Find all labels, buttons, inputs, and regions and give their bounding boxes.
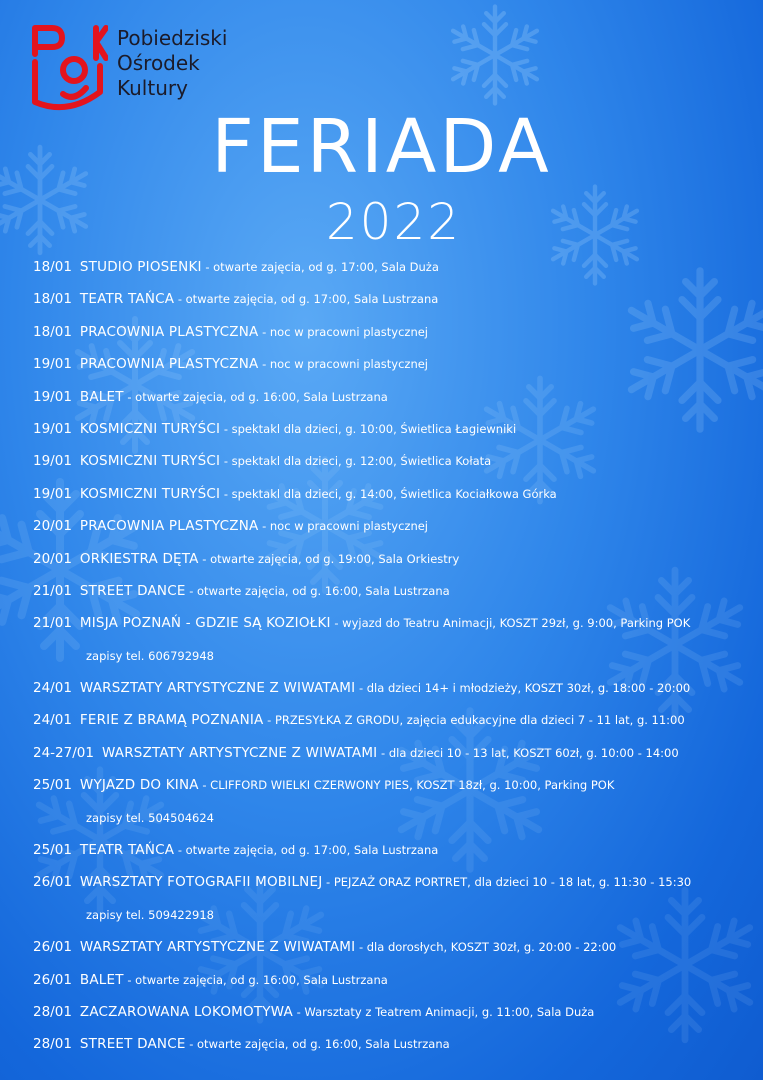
event-date: 26/01 — [33, 971, 72, 988]
event-row — [33, 774, 758, 806]
snowflake-icon — [440, 0, 550, 110]
event-date: 24/01 — [33, 680, 72, 697]
event-row — [33, 256, 758, 288]
event-row — [33, 580, 758, 612]
event-date: 19/01 — [33, 453, 72, 470]
event-date: 24-27/01 — [33, 744, 94, 761]
event-description: - spektakl dla dzieci, g. 14:00, Świetlica Kociałkowa Górka — [220, 486, 557, 501]
year-label: 2022 — [325, 193, 462, 251]
event-row — [33, 483, 758, 515]
event-description: - otwarte zajęcia, od g. 17:00, Sala Lustrzana — [174, 292, 439, 307]
event-row — [33, 936, 758, 968]
event-date: 28/01 — [33, 1036, 72, 1053]
event-description: - spektakl dla dzieci, g. 10:00, Świetlica Łagiewniki — [220, 421, 517, 436]
event-description: - spektakl dla dzieci, g. 12:00, Świetlica Kołata — [220, 454, 492, 469]
event-description: - Warsztaty z Teatrem Animacji, g. 11:00, Sala Duża — [292, 1004, 595, 1019]
event-name: WARSZTATY ARTYSTYCZNE Z WIWATAMI — [79, 680, 356, 697]
event-date: 18/01 — [33, 291, 72, 308]
org-line: Ośrodek — [117, 51, 200, 75]
event-date: 25/01 — [33, 777, 72, 794]
event-row — [33, 1033, 758, 1065]
page-title: FERIADA — [211, 104, 552, 190]
event-name: WARSZTATY FOTOGRAFII MOBILNEJ — [79, 874, 323, 891]
org-line: Pobiedziski — [117, 26, 228, 50]
event-date: 18/01 — [33, 323, 72, 340]
event-description: - dla dzieci 10 - 13 lat, KOSZT 60zł, g. 10:00 - 14:00 — [377, 745, 679, 760]
event-description: - otwarte zajęcia, od g. 17:00, Sala Lustrzana — [174, 843, 439, 858]
organization-name — [117, 26, 227, 101]
event-name: PRACOWNIA PLASTYCZNA — [79, 323, 259, 340]
event-name: BALET — [79, 388, 124, 405]
event-date: 25/01 — [33, 842, 72, 859]
event-date: 19/01 — [33, 388, 72, 405]
event-row — [33, 742, 758, 774]
event-date: 20/01 — [33, 550, 72, 567]
event-description: - noc w pracowni plastycznej — [258, 357, 429, 372]
event-description: - noc w pracowni plastycznej — [258, 324, 429, 339]
event-name: ZACZAROWANA LOKOMOTYWA — [79, 1003, 293, 1020]
event-description: - dla dorosłych, KOSZT 30zł, g. 20:00 - 22:00 — [355, 940, 617, 955]
event-date: 20/01 — [33, 518, 72, 535]
event-description: - otwarte zajęcia, od g. 16:00, Sala Lustrzana — [185, 1037, 450, 1052]
event-date: 19/01 — [33, 356, 72, 373]
event-name: TEATR TAŃCA — [79, 291, 175, 308]
event-row — [33, 1001, 758, 1033]
event-date: 26/01 — [33, 874, 72, 891]
event-description: - otwarte zajęcia, od g. 19:00, Sala Orkiestry — [198, 551, 460, 566]
event-name: PRACOWNIA PLASTYCZNA — [79, 518, 259, 535]
event-description: - dla dzieci 14+ i młodzieży, KOSZT 30zł, g. 18:00 - 20:00 — [355, 681, 691, 696]
event-name: KOSMICZNI TURYŚCI — [79, 453, 221, 470]
event-description: - otwarte zajęcia, od g. 16:00, Sala Lustrzana — [185, 583, 450, 598]
event-name: KOSMICZNI TURYŚCI — [79, 420, 221, 437]
event-date: 26/01 — [33, 939, 72, 956]
event-name: MISJA POZNAŃ - GDZIE SĄ KOZIOŁKI — [79, 615, 331, 632]
event-description: - otwarte zajęcia, od g. 16:00, Sala Lustrzana — [123, 389, 388, 404]
event-name: WARSZTATY ARTYSTYCZNE Z WIWATAMI — [79, 939, 356, 956]
event-date: 24/01 — [33, 712, 72, 729]
event-row — [33, 709, 758, 741]
event-name: ORKIESTRA DĘTA — [79, 550, 199, 567]
event-name: TEATR TAŃCA — [79, 842, 175, 859]
org-line: Kultury — [117, 76, 188, 100]
event-name: FERIE Z BRAMĄ POZNANIA — [79, 712, 264, 729]
event-note: zapisy tel. 606792948 — [86, 648, 214, 663]
event-row — [33, 386, 758, 418]
event-name: STUDIO PIOSENKI — [79, 259, 202, 275]
event-note: zapisy tel. 504504624 — [86, 810, 214, 825]
event-name: STREET DANCE — [79, 1036, 186, 1053]
event-row — [33, 515, 758, 547]
event-name: PRACOWNIA PLASTYCZNA — [79, 356, 259, 373]
event-date: 21/01 — [33, 615, 72, 632]
event-list — [33, 256, 758, 1066]
event-name: STREET DANCE — [79, 582, 186, 599]
event-row — [33, 288, 758, 320]
event-name: KOSMICZNI TURYŚCI — [79, 485, 221, 502]
event-date: 19/01 — [33, 485, 72, 502]
event-description: - wyjazd do Teatru Animacji, KOSZT 29zł, g. 9:00, Parking POK — [330, 616, 691, 631]
event-name: WARSZTATY ARTYSTYCZNE Z WIWATAMI — [101, 744, 378, 761]
event-description: - noc w pracowni plastycznej — [258, 519, 429, 534]
event-description: - otwarte zajęcia, od g. 17:00, Sala Duża — [201, 260, 439, 274]
event-description: - PEJZAŻ ORAZ PORTRET, dla dzieci 10 - 18 lat, g. 11:30 - 15:30 — [322, 875, 692, 890]
logo-icon — [30, 22, 108, 114]
event-date: 18/01 — [33, 259, 72, 275]
event-date: 21/01 — [33, 582, 72, 599]
event-description: - PRZESYŁKA Z GRODU, zajęcia edukacyjne dla dzieci 7 - 11 lat, g. 11:00 — [263, 713, 685, 728]
event-row — [33, 677, 758, 709]
event-date: 19/01 — [33, 420, 72, 437]
event-date: 28/01 — [33, 1003, 72, 1020]
event-row — [33, 548, 758, 580]
event-row — [33, 321, 758, 353]
event-name: WYJAZD DO KINA — [79, 777, 199, 794]
event-description: - CLIFFORD WIELKI CZERWONY PIES, KOSZT 18zł, g. 10:00, Parking POK — [198, 778, 615, 793]
event-row — [33, 871, 758, 903]
event-row — [33, 353, 758, 385]
event-note: zapisy tel. 509422918 — [86, 907, 214, 922]
event-row — [33, 969, 758, 1001]
event-description: - otwarte zajęcia, od g. 16:00, Sala Lustrzana — [123, 972, 388, 987]
event-row — [33, 612, 758, 644]
event-name: BALET — [79, 971, 124, 988]
event-row — [33, 418, 758, 450]
event-row — [33, 839, 758, 871]
event-row — [33, 450, 758, 482]
